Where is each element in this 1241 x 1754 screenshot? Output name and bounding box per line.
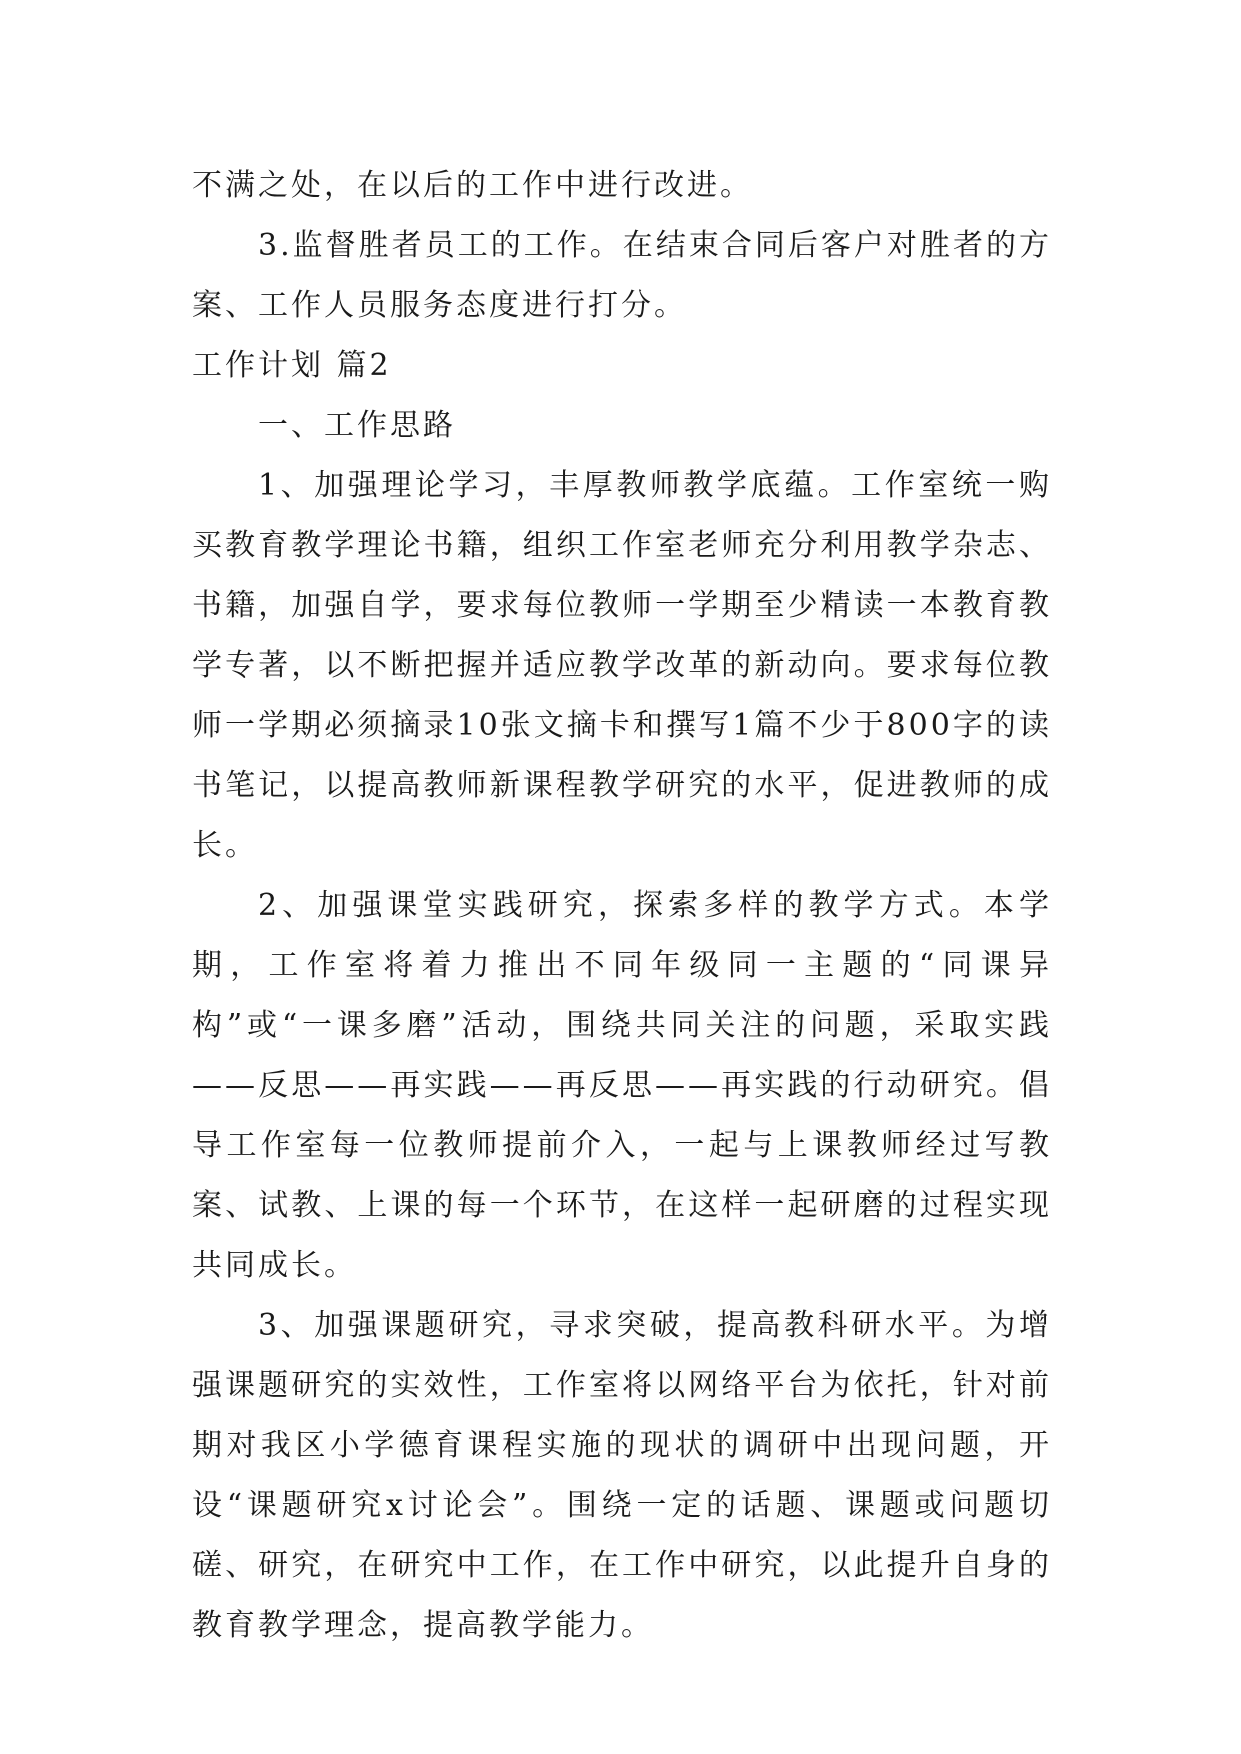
paragraph-item-3: 3.监督胜者员工的工作。在结束合同后客户对胜者的方案、工作人员服务态度进行打分。 bbox=[192, 228, 1052, 323]
document-body bbox=[192, 156, 1052, 1656]
subsection-heading: 一、工作思路 bbox=[258, 408, 456, 443]
paragraph-continuation: 不满之处，在以后的工作中进行改进。 bbox=[192, 168, 753, 203]
section-title: 工作计划 篇2 bbox=[192, 348, 392, 383]
paragraph-point-1: 1、加强理论学习，丰厚教师教学底蕴。工作室统一购买教育教学理论书籍，组织工作室老师充分利用教学杂志、书籍，加强自学，要求每位教师一学期至少精读一本教育教学专著，以不断把握并适应教学改革的新动向。要求每位教师一学期必须摘录10张文摘卡和撰写1篇不少于800字的读书笔记，以提高教师新课程教学研究的水平，促进教师的成长。 bbox=[192, 468, 1052, 863]
paragraph-point-3: 3、加强课题研究，寻求突破，提高教科研水平。为增强课题研究的实效性，工作室将以网络平台为依托，针对前期对我区小学德育课程实施的现状的调研中出现问题，开设“课题研究x讨论会”。围绕一定的话题、课题或问题切磋、研究，在研究中工作，在工作中研究，以此提升自身的教育教学理念，提高教学能力。 bbox=[192, 1308, 1052, 1643]
paragraph-point-2: 2、加强课堂实践研究，探索多样的教学方式。本学期，工作室将着力推出不同年级同一主题的“同课异构”或“一课多磨”活动，围绕共同关注的问题，采取实践——反思——再实践——再反思——再实践的行动研究。倡导工作室每一位教师提前介入，一起与上课教师经过写教案、试教、上课的每一个环节，在这样一起研磨的过程实现共同成长。 bbox=[192, 888, 1052, 1283]
